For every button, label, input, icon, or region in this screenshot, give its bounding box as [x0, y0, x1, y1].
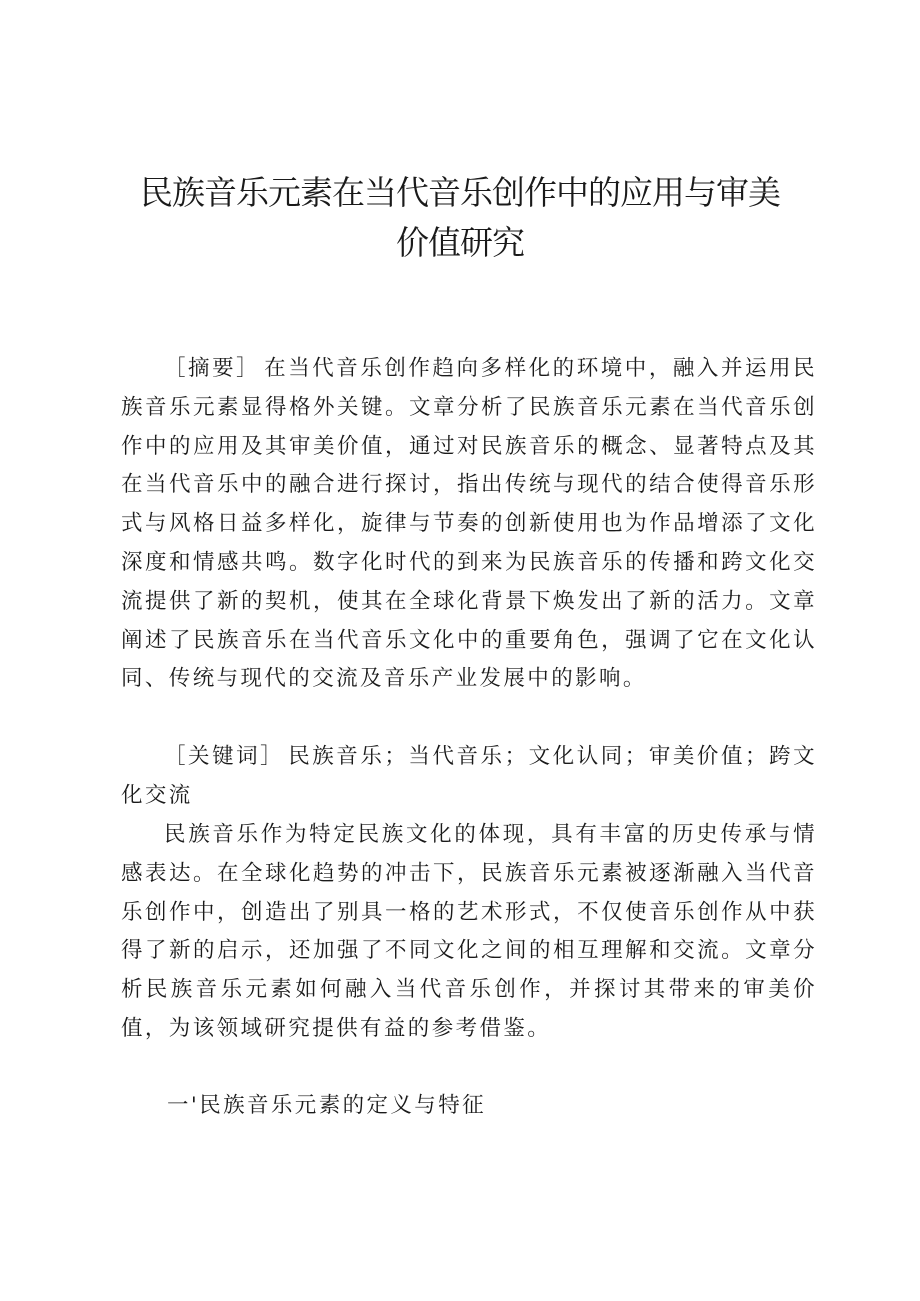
abstract-label: ［摘要］ — [164, 356, 261, 381]
keywords-text: 民族音乐；当代音乐；文化认同；审美价值；跨文化交流 — [121, 744, 817, 808]
title-line-1: 民族音乐元素在当代音乐创作中的应用与审美 — [140, 173, 780, 212]
intro-paragraph: 民族音乐作为特定民族文化的体现，具有丰富的历史传承与情感表达。在全球化趋势的冲击下，民族音乐元素被逐渐融入当代音乐创作中，创造出了别具一格的艺术形式，不仅使音乐创作从中获得了新的启示，还加强了不同文化之间的相互理解和交流。文章分析民族音乐元素如何融入当代音乐创作，并探讨其带来的审美价值，为该领域研究提供有益的参考借鉴。 — [121, 822, 817, 1041]
keywords-paragraph — [121, 738, 817, 816]
title-line-2: 价值研究 — [396, 223, 524, 262]
abstract-text: 在当代音乐创作趋向多样化的环境中，融入并运用民族音乐元素显得格外关键。文章分析了民族音乐元素在当代音乐创作中的应用及其审美价值，通过对民族音乐的概念、显著特点及其在当代音乐中的融合进行探讨，指出传统与现代的结合使得音乐形式与风格日益多样化，旋律与节奏的创新使用也为作品增添了文化深度和情感共鸣。数字化时代的到来为民族音乐的传播和跨文化交流提供了新的契机，使其在全球化背景下焕发出了新的活力。文章阐述了民族音乐在当代音乐文化中的重要角色，强调了它在文化认同、传统与现代的交流及音乐产业发展中的影响。 — [121, 356, 817, 692]
document-title — [120, 168, 800, 268]
abstract-paragraph — [121, 350, 817, 699]
section-heading: 一'民族音乐元素的定义与特征 — [167, 1093, 487, 1118]
keywords-label: ［关键词］ — [164, 744, 285, 769]
